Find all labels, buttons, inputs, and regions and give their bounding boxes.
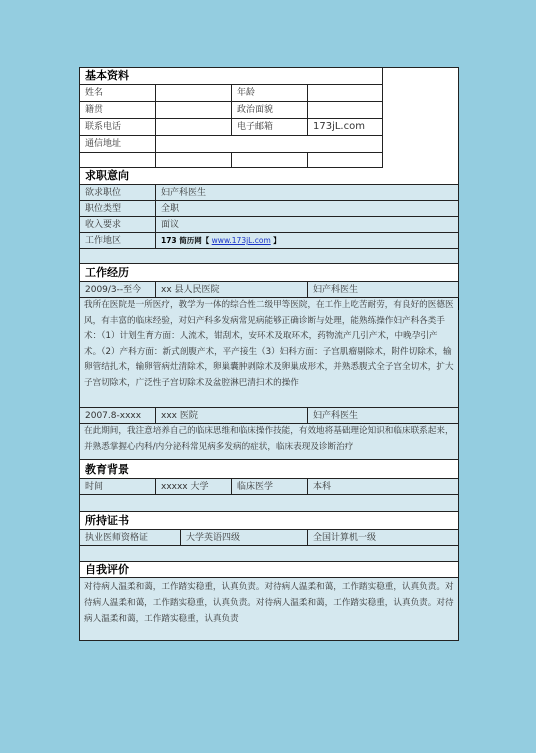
- cert-3: 全国计算机一级: [313, 533, 377, 543]
- cert-title-row: [80, 512, 458, 530]
- politics-value: [308, 102, 383, 118]
- politics-label: 政治面貌: [232, 102, 308, 118]
- position-label: 欲求职位: [80, 185, 156, 200]
- photo-box: [383, 68, 458, 168]
- age-label: 年龄: [232, 85, 308, 101]
- edu-time-label: 时间: [80, 479, 156, 494]
- intent-row-type: [80, 201, 458, 217]
- edu-degree: 本科: [313, 482, 332, 492]
- section-title-edu: 教育背景: [85, 463, 129, 476]
- email-value: 173jL.com: [308, 119, 383, 135]
- origin-label: 籍贯: [80, 102, 156, 118]
- cert-1: 执业医师资格证: [80, 530, 181, 545]
- section-title-cert: 所持证书: [85, 514, 129, 527]
- age-value: [308, 85, 383, 101]
- area-end: 】: [273, 236, 281, 245]
- salary-value: 面议: [161, 220, 180, 230]
- type-label: 职位类型: [80, 201, 156, 216]
- address-label: 通信地址: [80, 136, 156, 152]
- self-evaluation: 对待病人温柔和蔼，工作踏实稳重，认真负责。对待病人温柔和蔼，工作踏实稳重，认真负责。对待病人温柔和蔼，工作踏实稳重，认真负责。对待病人温柔和蔼，工作踏实稳重，认真负责。对待病人温柔和蔼，工作踏实稳重，认真负责: [80, 578, 458, 640]
- intent-row-area: [80, 233, 458, 249]
- edu-row: [80, 479, 458, 495]
- job2-description: 在此期间，我注意培养自己的临床思维和临床操作技能，有效地将基础理论知识和临床联系起来，并熟悉掌握心内科/内分泌科常见病多发病的症状，临床表现及诊断治疗: [80, 424, 458, 460]
- empty-cell: [80, 153, 156, 167]
- self-title-row: [80, 562, 458, 578]
- job1-description: 我所在医院是一所医疗，教学为一体的综合性二级甲等医院，在工作上吃苦耐劳，有良好的医德医风，有丰富的临床经验，对妇产科多发病常见病能够正确诊断与处理，能熟练操作妇产科各类手术：（1）计划生育方面：人流术，钳刮术，安环术及取环术，药物流产几引产术，中晚孕引产术。（2）产科方面：新式剖腹产术，平产接生（3）妇科方面：子宫肌瘤剔除术，附件切除术，输卵管结扎术，输卵管病灶清除术，卵巢囊肿剥除术及卵巢成形术，并熟悉腹式全子宫全切术，扩大子宫切除术，广泛性子宫切除术及盆腔淋巴清扫术的操作: [80, 298, 458, 408]
- job2-period: 2007.8-xxxx: [80, 408, 156, 423]
- origin-value: [156, 102, 232, 118]
- job2-role: 妇产科医生: [313, 411, 359, 421]
- intent-spacer: [80, 249, 458, 264]
- section-title-work: 工作经历: [85, 266, 129, 279]
- text-cursor: [458, 298, 459, 310]
- cert-row: [80, 530, 458, 546]
- edu-school: xxxxx 大学: [156, 479, 232, 494]
- intent-row-position: [80, 185, 458, 201]
- name-label: 姓名: [80, 85, 156, 101]
- resume-sheet: [79, 67, 459, 641]
- empty-cell: [232, 153, 308, 167]
- area-label: 工作地区: [80, 233, 156, 248]
- area-brand: 173 简历网【: [161, 236, 210, 245]
- job1-header-row: [80, 282, 458, 298]
- cert-2: 大学英语四级: [181, 530, 308, 545]
- job2-header-row: [80, 408, 458, 424]
- section-title-basic: 基本资料: [80, 68, 383, 84]
- work-title-row: [80, 264, 458, 282]
- area-value: [156, 233, 458, 248]
- type-value: 全职: [161, 204, 180, 214]
- job1-period: 2009/3--至今: [80, 282, 156, 297]
- empty-cell: [308, 153, 383, 167]
- email-label: 电子邮箱: [232, 119, 308, 135]
- cert-spacer: [80, 546, 458, 562]
- name-value: [156, 85, 232, 101]
- job1-company: xx 县人民医院: [156, 282, 308, 297]
- section-title-intent: 求职意向: [85, 169, 129, 182]
- intent-row-salary: [80, 217, 458, 233]
- salary-label: 收入要求: [80, 217, 156, 232]
- phone-value: [156, 119, 232, 135]
- edu-major: 临床医学: [232, 479, 308, 494]
- edu-title-row: [80, 460, 458, 479]
- edu-spacer: [80, 495, 458, 512]
- address-value: [156, 136, 383, 152]
- area-link[interactable]: www.173jL.com: [211, 236, 271, 245]
- job2-company: xxx 医院: [156, 408, 308, 423]
- position-value: 妇产科医生: [161, 188, 207, 198]
- phone-label: 联系电话: [80, 119, 156, 135]
- intent-title-row: [80, 168, 458, 185]
- empty-cell: [156, 153, 232, 167]
- job1-role: 妇产科医生: [313, 285, 359, 295]
- section-title-self: 自我评价: [85, 563, 129, 576]
